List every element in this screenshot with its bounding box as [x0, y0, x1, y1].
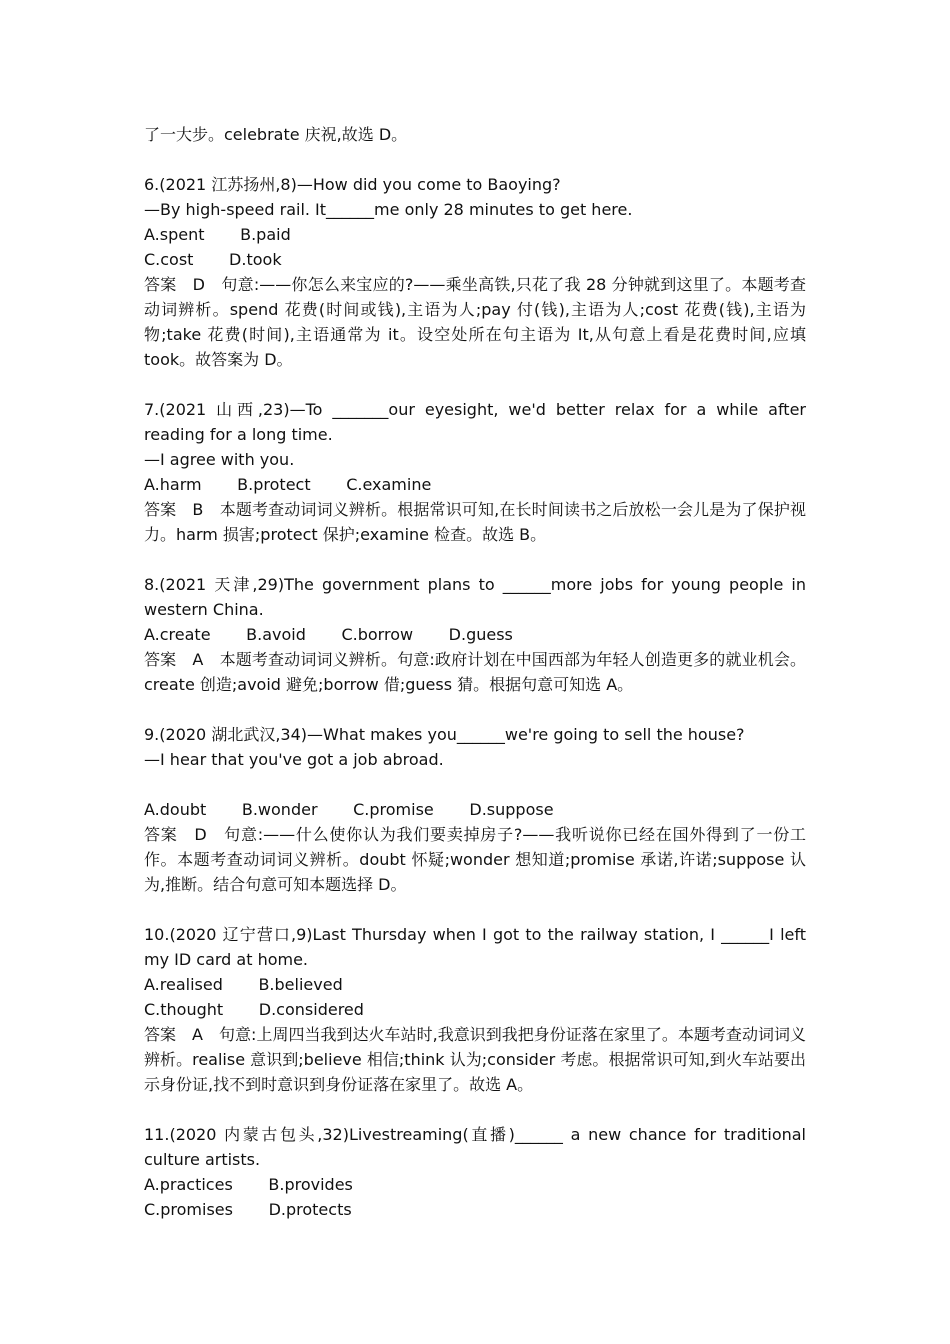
answer-explanation: 答案 D 句意:——什么使你认为我们要卖掉房子?——我听说你已经在国外得到了一份工作。本题考查动词词义辨析。doubt 怀疑;wonder 想知道;promise 承诺,许诺;suppose 认为,推断。结合句意可知本题选择 D。 — [144, 825, 806, 894]
lead-line: 了一大步。celebrate 庆祝,故选 D。 — [144, 125, 408, 144]
question-options: A.doubt B.wonder C.promise D.suppose — [144, 800, 554, 819]
question-options: A.create B.avoid C.borrow D.guess — [144, 625, 513, 644]
question-list — [144, 172, 806, 1222]
question-options: A.harm B.protect C.examine — [144, 475, 432, 494]
question-block — [144, 172, 806, 372]
answer-explanation: 答案 B 本题考查动词词义辨析。根据常识可知,在长时间读书之后放松一会儿是为了保护视力。harm 损害;protect 保护;examine 检查。故选 B。 — [144, 500, 806, 544]
question-stem: 10.(2020 辽宁营口,9)Last Thursday when I got to the railway station, I ______I left my ID card at home. — [144, 925, 806, 969]
question-options: A.spent B.paid — [144, 225, 291, 244]
question-stem: 9.(2020 湖北武汉,34)—What makes you______we're going to sell the house? — [144, 725, 745, 744]
question-block — [144, 922, 806, 1097]
question-options: C.thought D.considered — [144, 1000, 364, 1019]
question-block — [144, 572, 806, 697]
question-stem: 7.(2021 山西,23)—To _______our eyesight, we'd better relax for a while after reading for a long time. — [144, 400, 806, 444]
answer-explanation: 答案 A 本题考查动词词义辨析。句意:政府计划在中国西部为年轻人创造更多的就业机会。create 创造;avoid 避免;borrow 借;guess 猜。根据句意可知选 A。 — [144, 650, 806, 694]
question-options: C.promises D.protects — [144, 1200, 352, 1219]
question-stem: 6.(2021 江苏扬州,8)—How did you come to Baoying? — [144, 175, 561, 194]
question-block — [144, 722, 806, 897]
question-stem: —By high-speed rail. It______me only 28 minutes to get here. — [144, 200, 633, 219]
question-options: A.realised B.believed — [144, 975, 343, 994]
question-stem — [144, 772, 806, 797]
question-block — [144, 1122, 806, 1222]
answer-explanation: 答案 A 句意:上周四当我到达火车站时,我意识到我把身份证落在家里了。本题考查动词词义辨析。realise 意识到;believe 相信;think 认为;consider 考虑。根据常识可知,到火车站要出示身份证,找不到时意识到身份证落在家里了。故选 A。 — [144, 1025, 806, 1094]
question-stem: 11.(2020 内蒙古包头,32)Livestreaming(直播)______ a new chance for traditional culture artists. — [144, 1125, 806, 1169]
question-block — [144, 397, 806, 547]
document-page — [144, 122, 806, 1247]
question-stem: 8.(2021 天津,29)The government plans to ______more jobs for young people in western China. — [144, 575, 806, 619]
question-options: C.cost D.took — [144, 250, 282, 269]
question-options: A.practices B.provides — [144, 1175, 353, 1194]
answer-explanation: 答案 D 句意:——你怎么来宝应的?——乘坐高铁,只花了我 28 分钟就到这里了。本题考查动词辨析。spend 花费(时间或钱),主语为人;pay 付(钱),主语为人;cost 花费(钱),主语为物;take 花费(时间),主语通常为 it。设空处所在句主语为 It,从句意上看是花费时间,应填 took。故答案为 D。 — [144, 275, 806, 369]
question-stem: —I agree with you. — [144, 450, 295, 469]
question-stem: —I hear that you've got a job abroad. — [144, 750, 444, 769]
